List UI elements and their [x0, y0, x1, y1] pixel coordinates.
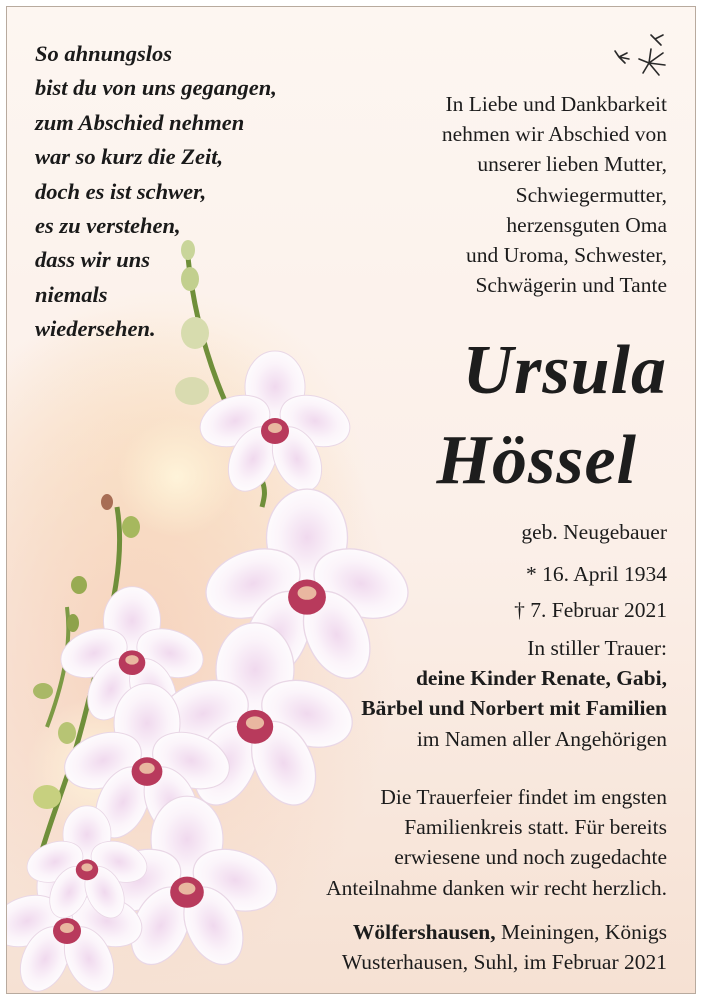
poem-line: dass wir uns: [35, 247, 151, 273]
mourners-closing: im Namen aller Angehörigen: [416, 726, 667, 751]
place-and-date: [287, 917, 667, 977]
place-line: [287, 917, 667, 947]
floral-ornament-icon: [611, 31, 671, 77]
poem-line: bist du von uns gegangen,: [35, 75, 277, 101]
notice-line: Familienkreis statt. Für bereits: [404, 815, 667, 840]
intro-line: nehmen wir Abschied von: [441, 122, 667, 147]
intro-line: In Liebe und Dankbarkeit: [445, 92, 667, 116]
life-dates: [287, 517, 667, 626]
notice-line: Die Trauerfeier findet im engsten: [380, 785, 667, 809]
place-primary: Wölfershausen,: [352, 920, 496, 944]
farewell-intro: [337, 89, 667, 300]
birth-name: geb. Neugebauer: [521, 520, 667, 544]
poem-line: es zu verstehen,: [35, 213, 181, 239]
mourners-block: [287, 633, 667, 754]
notice-line: erwiesene und noch zugedachte: [394, 845, 667, 870]
obituary-card: [6, 6, 696, 994]
poem-line: doch es ist schwer,: [35, 178, 207, 204]
mourners-names-line: Bärbel und Norbert mit Familien: [361, 696, 667, 721]
intro-line: Schwägerin und Tante: [475, 273, 667, 298]
place-line-2: Wusterhausen, Suhl, im Februar 2021: [341, 950, 667, 975]
poem-line: war so kurz die Zeit,: [35, 144, 224, 170]
intro-line: Schwiegermutter,: [515, 182, 667, 207]
deceased-first-name: Ursula: [462, 332, 667, 409]
poem-line: wiedersehen.: [35, 316, 156, 342]
poem-verse: [35, 37, 355, 347]
poem-line: zum Abschied nehmen: [35, 109, 245, 135]
mourning-heading: In stiller Trauer:: [527, 636, 667, 660]
funeral-notice: [287, 782, 667, 903]
place-rest: Meiningen, Königs: [495, 920, 667, 944]
birth-date: * 16. April 1934: [526, 562, 667, 587]
poem-line: So ahnungslos: [35, 41, 172, 66]
notice-line: Anteilnahme danken wir recht herzlich.: [326, 875, 667, 900]
mourners-names-line: deine Kinder Renate, Gabi,: [415, 666, 667, 691]
intro-line: und Uroma, Schwester,: [466, 243, 667, 268]
poem-line: niemals: [35, 281, 108, 307]
deceased-last-name: Hössel: [436, 422, 637, 499]
death-date: † 7. Februar 2021: [514, 598, 667, 623]
intro-line: unserer lieben Mutter,: [477, 152, 667, 177]
intro-line: herzensguten Oma: [506, 212, 667, 237]
